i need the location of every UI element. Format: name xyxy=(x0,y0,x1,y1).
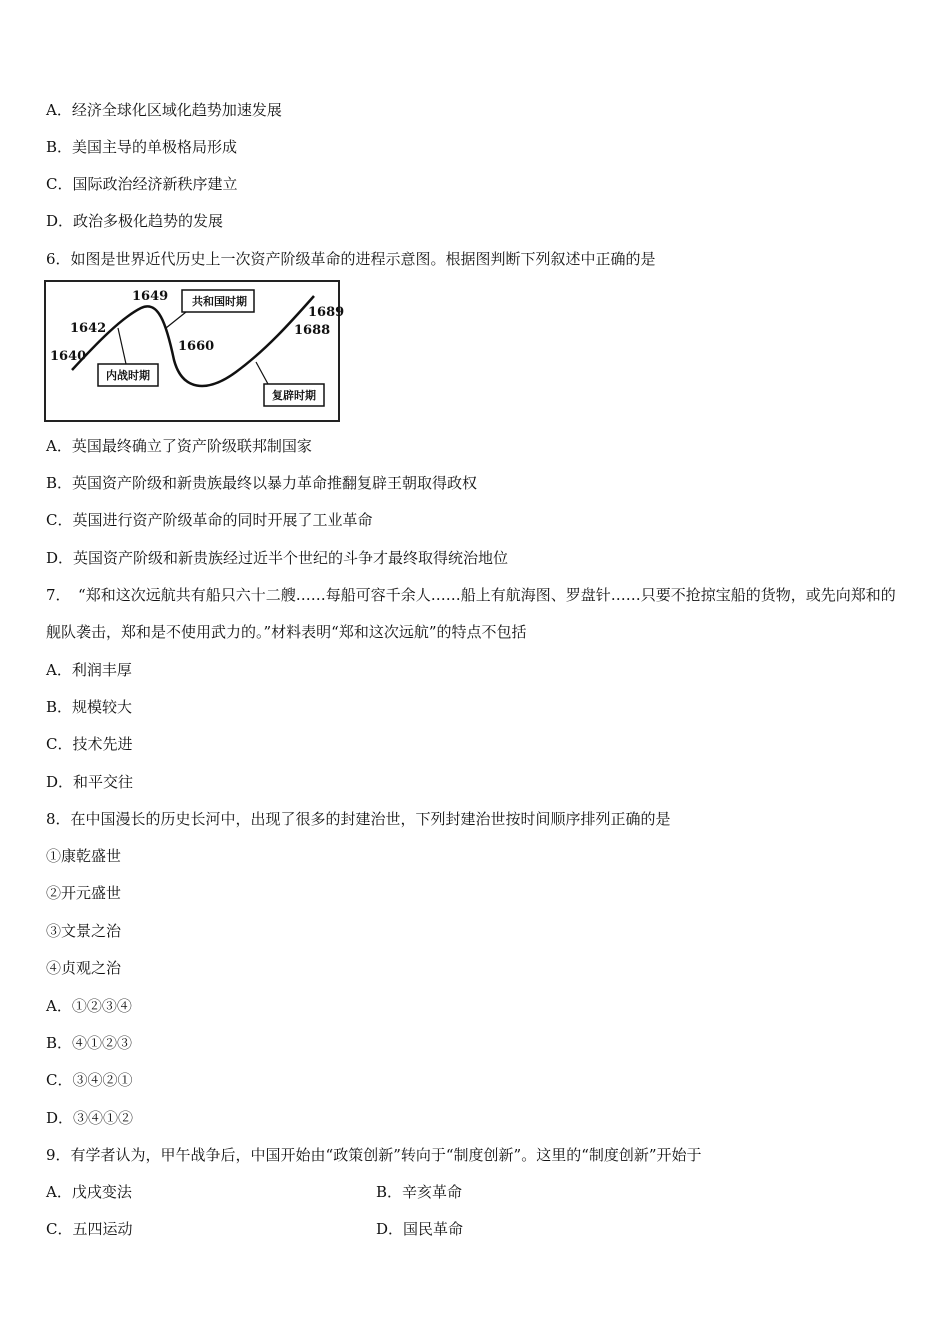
q5-option-a: A．经济全球化区域化趋势加速发展 xyxy=(46,101,282,119)
q8-item-4: ④贞观之治 xyxy=(46,959,122,977)
q7-stem: 7． “郑和这次远航共有船只六十二艘……每船可容千余人……船上有航海图、罗盘针……只要不抢掠宝船的货物，或先向郑和的舰队袭击，郑和是不使用武力的。”材料表明“郑和这次远航”的特点不包括 xyxy=(46,586,896,641)
q8-option-c: C．③④②① xyxy=(46,1071,133,1089)
q9-stem: 9．有学者认为，甲午战争后，中国开始由“政策创新”转向于“制度创新”。这里的“制度创新”开始于 xyxy=(46,1146,702,1164)
year-label-1642: 1642 xyxy=(70,321,107,336)
period-box-restoration-label: 复辟时期 xyxy=(272,389,316,402)
pointer-republic xyxy=(166,312,186,328)
year-label-1688: 1688 xyxy=(294,323,331,338)
q9-option-d: D．国民革命 xyxy=(376,1220,464,1238)
pointer-civil-war xyxy=(118,328,126,364)
q7-option-c: C．技术先进 xyxy=(46,735,133,753)
year-label-1649: 1649 xyxy=(132,289,169,304)
q6-option-d: D．英国资产阶级和新贵族经过近半个世纪的斗争才最终取得统治地位 xyxy=(46,549,509,567)
q6-option-c: C．英国进行资产阶级革命的同时开展了工业革命 xyxy=(46,511,373,529)
q6-stem: 6．如图是世界近代历史上一次资产阶级革命的进程示意图。根据图判断下列叙述中正确的是 xyxy=(46,250,656,268)
q6-option-a: A．英国最终确立了资产阶级联邦制国家 xyxy=(46,437,312,455)
q7-option-d: D．和平交往 xyxy=(46,773,134,791)
q8-option-d: D．③④①② xyxy=(46,1109,134,1127)
year-label-1689: 1689 xyxy=(308,305,345,320)
period-box-civil-war-label: 内战时期 xyxy=(106,369,150,382)
q6-option-b: B．英国资产阶级和新贵族最终以暴力革命推翻复辟王朝取得政权 xyxy=(46,474,478,492)
q9-option-a: A．戊戌变法 xyxy=(46,1183,132,1201)
q9-option-b: B．辛亥革命 xyxy=(376,1183,463,1201)
q8-item-1: ①康乾盛世 xyxy=(46,847,122,865)
q8-stem: 8．在中国漫长的历史长河中，出现了很多的封建治世，下列封建治世按时间顺序排列正确的是 xyxy=(46,810,671,828)
q8-item-3: ③文景之治 xyxy=(46,922,122,940)
q7-option-a: A．利润丰厚 xyxy=(46,661,132,679)
q9-option-c: C．五四运动 xyxy=(46,1220,133,1238)
revolution-curve-diagram xyxy=(46,282,345,420)
q5-option-c: C．国际政治经济新秩序建立 xyxy=(46,175,238,193)
year-label-1660: 1660 xyxy=(178,339,215,354)
q8-option-b: B．④①②③ xyxy=(46,1034,133,1052)
pointer-restoration xyxy=(256,362,268,384)
year-label-1640: 1640 xyxy=(50,349,87,364)
revolution-process-figure xyxy=(44,280,345,422)
q5-option-b: B．美国主导的单极格局形成 xyxy=(46,138,238,156)
q7-option-b: B．规模较大 xyxy=(46,698,133,716)
q5-option-d: D．政治多极化趋势的发展 xyxy=(46,212,224,230)
q8-item-2: ②开元盛世 xyxy=(46,884,122,902)
q8-option-a: A．①②③④ xyxy=(46,997,132,1015)
period-box-republic-label: 共和国时期 xyxy=(192,295,247,308)
